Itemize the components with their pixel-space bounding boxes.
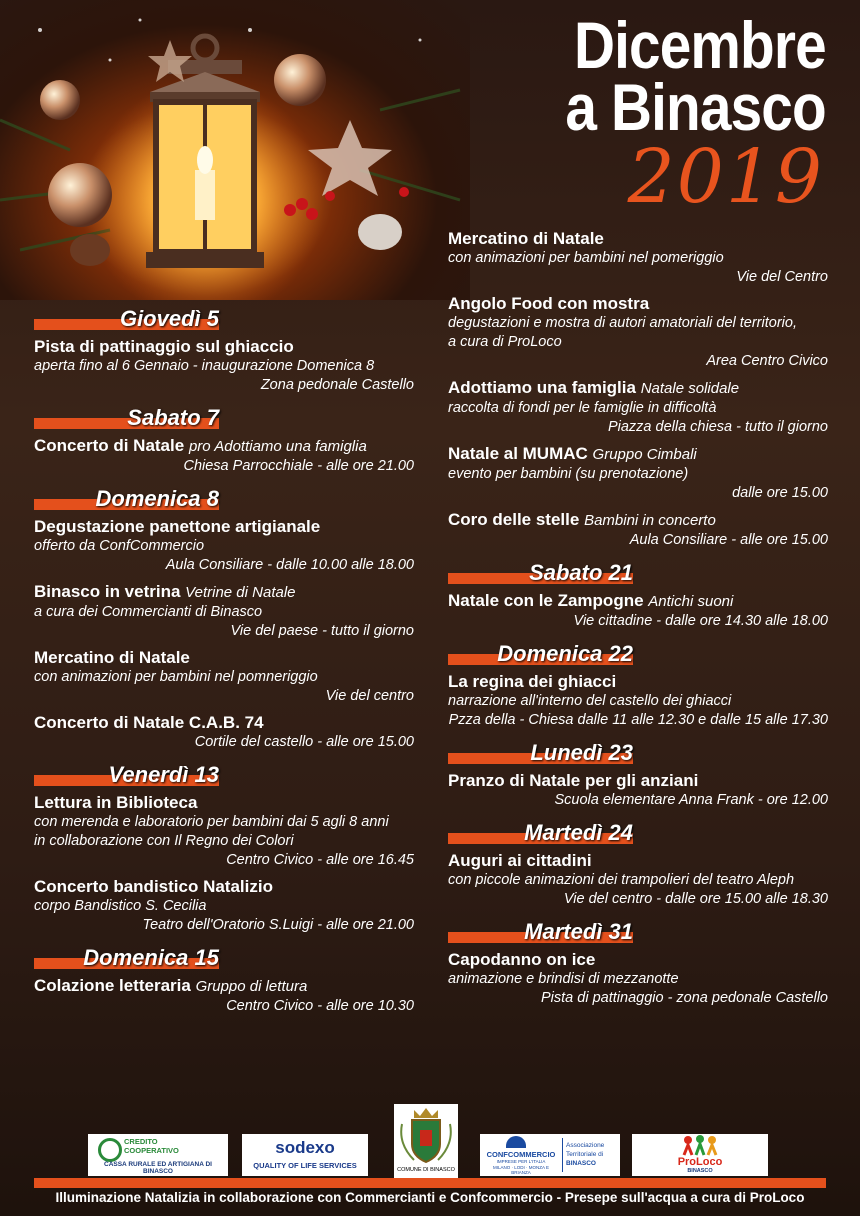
sodexo-logo (242, 1134, 368, 1176)
event-title: Capodanno on ice (448, 950, 596, 969)
event-description: in collaborazione con Il Regno dei Colori (34, 833, 294, 849)
day-heading-label: Martedì 31 (524, 919, 633, 944)
event-item (448, 850, 828, 909)
event-title-line (34, 647, 414, 668)
credito-leaf-icon (98, 1138, 122, 1162)
event-item (34, 792, 414, 870)
day-heading (34, 941, 414, 971)
event-title: Binasco in vetrina (34, 582, 181, 601)
event-title-line (448, 443, 828, 465)
title-line-2: a Binasco (565, 70, 826, 144)
event-description: corpo Bandistico S. Cecilia (34, 898, 207, 914)
confcommercio-name: CONFCOMMERCIO (486, 1150, 556, 1159)
event-title-line (34, 516, 414, 537)
credito-line-1: CREDITO (124, 1137, 158, 1146)
event-title: Pranzo di Natale per gli anziani (448, 771, 699, 790)
confcommercio-sub: IMPRESE PER L'ITALIA (496, 1159, 546, 1164)
day-heading-label: Giovedì 5 (119, 306, 219, 331)
lantern-scene-icon (0, 0, 470, 300)
event-title: Colazione letteraria (34, 976, 191, 995)
day-heading-label: Venerdì 13 (108, 762, 219, 787)
footer-accent-bar (34, 1178, 826, 1188)
event-title-line (34, 581, 414, 603)
event-description: degustazioni e mostra di autori amatoriali del territorio, (448, 315, 797, 331)
proloco-name: ProLoco (677, 1156, 723, 1168)
event-title: Natale al MUMAC (448, 444, 588, 463)
day-heading (34, 758, 414, 788)
credito-line-3: CASSA RURALE ED ARTIGIANA DI BINASCO (104, 1161, 212, 1175)
event-place: Teatro dell'Oratorio S.Luigi - alle ore 21.00 (142, 917, 414, 933)
confcommercio-assoc-1: Associazione (566, 1142, 605, 1149)
day-heading (34, 401, 414, 431)
event-place: Zona pedonale Castello (260, 377, 414, 393)
proloco-sub: BINASCO (687, 1168, 713, 1174)
event-item (34, 516, 414, 575)
event-description: con piccole animazioni dei trampolieri del teatro Aleph (448, 872, 795, 888)
event-description: raccolta di fondi per le famiglie in difficoltà (448, 400, 717, 416)
event-item (34, 581, 414, 641)
event-title: Concerto di Natale C.A.B. 74 (34, 713, 264, 732)
event-place: Aula Consiliare - alle ore 15.00 (629, 532, 828, 548)
event-subtitle: Natale solidale (640, 380, 740, 397)
footer-note: Illuminazione Natalizia in collaborazione con Commercianti e Confcommercio - Presepe sull'acqua a cura di ProLoco (55, 1190, 805, 1205)
event-title-line (34, 876, 414, 897)
sponsors-strip (88, 1104, 778, 1178)
event-place: Vie del centro (325, 688, 414, 704)
day-heading (448, 915, 828, 945)
proloco-logo (632, 1134, 768, 1176)
event-place: dalle ore 15.00 (732, 485, 828, 501)
event-subtitle: Vetrine di Natale (185, 584, 296, 601)
event-item (448, 293, 828, 371)
schedule-left-column (34, 300, 414, 1022)
title-line-1: Dicembre (574, 8, 826, 82)
title-year: 2019 (627, 134, 824, 220)
event-description: con merenda e laboratorio per bambini dai 5 agli 8 anni (34, 814, 389, 830)
event-description: con animazioni per bambini nel pomneriggio (34, 669, 318, 685)
event-title-line (448, 770, 828, 791)
day-heading (448, 816, 828, 846)
event-title-line (448, 850, 828, 871)
event-title: La regina dei ghiacci (448, 672, 617, 691)
event-title: Mercatino di Natale (448, 229, 604, 248)
event-item (448, 770, 828, 810)
day-heading (448, 637, 828, 667)
event-description: evento per bambini (su prenotazione) (448, 466, 689, 482)
event-title-line (448, 228, 828, 249)
event-title-line (34, 336, 414, 357)
event-item (34, 975, 414, 1016)
sodexo-tagline: QUALITY OF LIFE SERVICES (253, 1161, 357, 1170)
sodexo-name: sodexo (275, 1138, 335, 1157)
lantern-illustration (0, 0, 470, 300)
event-title: Concerto bandistico Natalizio (34, 877, 273, 896)
event-title: Mercatino di Natale (34, 648, 190, 667)
event-title: Lettura in Biblioteca (34, 793, 198, 812)
event-title-line (34, 712, 414, 733)
event-title-line (34, 792, 414, 813)
event-item (448, 228, 828, 287)
event-title-line (448, 949, 828, 970)
event-description: con animazioni per bambini nel pomeriggio (448, 250, 724, 266)
event-description: a cura dei Commercianti di Binasco (34, 604, 263, 620)
comune-binasco-logo (394, 1104, 458, 1178)
day-heading (448, 736, 828, 766)
day-heading-label: Lunedì 23 (530, 740, 633, 765)
event-description: a cura di ProLoco (448, 334, 562, 350)
proloco-figures-icon (680, 1135, 720, 1157)
event-description: animazione e brindisi di mezzanotte (448, 971, 679, 987)
event-item (34, 336, 414, 395)
event-item (448, 590, 828, 631)
event-place: Cortile del castello - alle ore 15.00 (194, 734, 414, 750)
day-heading (34, 482, 414, 512)
confcommercio-emblem-icon (506, 1136, 526, 1148)
day-heading (34, 302, 414, 332)
event-description: aperta fino al 6 Gennaio - inaugurazione Domenica 8 (34, 358, 375, 374)
event-title: Pista di pattinaggio sul ghiaccio (34, 337, 294, 356)
day-heading-label: Sabato 21 (529, 560, 633, 585)
event-subtitle: pro Adottiamo una famiglia (188, 438, 367, 455)
day-heading-label: Domenica 22 (497, 641, 633, 666)
event-place: Area Centro Civico (706, 353, 828, 369)
event-place: Piazza della chiesa - tutto il giorno (607, 419, 828, 435)
confcommercio-assoc-2: Territoriale di (566, 1151, 604, 1158)
event-subtitle: Gruppo Cimbali (592, 446, 697, 463)
event-item (34, 435, 414, 476)
event-place: Vie del Centro (736, 269, 828, 285)
event-item (34, 647, 414, 706)
event-place: Vie del centro - dalle ore 15.00 alle 18.30 (563, 891, 828, 907)
day-heading-label: Domenica 8 (95, 486, 219, 511)
event-title: Natale con le Zampogne (448, 591, 644, 610)
event-item (448, 671, 828, 730)
event-item (448, 443, 828, 503)
event-title-line (34, 435, 414, 457)
day-heading-label: Martedì 24 (524, 820, 633, 845)
event-place: Pzza della - Chiesa dalle 11 alle 12.30 e dalle 15 alle 17.30 (448, 712, 828, 728)
confcommercio-assoc-3: BINASCO (566, 1160, 596, 1167)
event-title-line (448, 377, 828, 399)
event-title: Degustazione panettone artigianale (34, 517, 321, 536)
event-place: Vie del paese - tutto il giorno (230, 623, 414, 639)
schedule-right-column (448, 228, 828, 1014)
confcommercio-logo (480, 1134, 620, 1176)
event-item (448, 949, 828, 1008)
event-description: narrazione all'interno del castello dei ghiacci (448, 693, 732, 709)
event-title-line (448, 590, 828, 612)
event-place: Vie cittadine - dalle ore 14.30 alle 18.00 (573, 613, 828, 629)
event-place: Aula Consiliare - dalle 10.00 alle 18.00 (165, 557, 414, 573)
event-item (34, 712, 414, 752)
event-title: Angolo Food con mostra (448, 294, 650, 313)
event-place: Chiesa Parrocchiale - alle ore 21.00 (183, 458, 414, 474)
day-heading-label: Domenica 15 (83, 945, 219, 970)
confcommercio-area: MILANO · LODI · MONZA E BRIANZA (492, 1165, 549, 1175)
event-title-line (448, 671, 828, 692)
event-item (448, 377, 828, 437)
event-title-line (34, 975, 414, 997)
page-title (565, 8, 826, 144)
event-place: Scuola elementare Anna Frank - ore 12.00 (554, 792, 828, 808)
day-heading (448, 556, 828, 586)
comune-name: COMUNE DI BINASCO (397, 1167, 455, 1173)
event-subtitle: Gruppo di lettura (195, 978, 308, 995)
event-title: Adottiamo una famiglia (448, 378, 636, 397)
event-subtitle: Bambini in concerto (584, 512, 716, 529)
event-place: Centro Civico - alle ore 16.45 (226, 852, 414, 868)
event-item (448, 509, 828, 550)
event-item (34, 876, 414, 935)
event-title: Concerto di Natale (34, 436, 185, 455)
event-title: Auguri ai cittadini (448, 851, 592, 870)
event-subtitle: Antichi suoni (648, 593, 734, 610)
event-description: offerto da ConfCommercio (34, 538, 205, 554)
day-heading-label: Sabato 7 (127, 405, 219, 430)
event-title: Coro delle stelle (448, 510, 580, 529)
event-place: Pista di pattinaggio - zona pedonale Castello (541, 990, 828, 1006)
credito-cooperativo-logo (88, 1134, 228, 1176)
event-title-line (448, 293, 828, 314)
event-place: Centro Civico - alle ore 10.30 (226, 998, 414, 1014)
event-title-line (448, 509, 828, 531)
credito-line-2: COOPERATIVO (124, 1146, 179, 1155)
coat-of-arms-icon (394, 1104, 458, 1166)
